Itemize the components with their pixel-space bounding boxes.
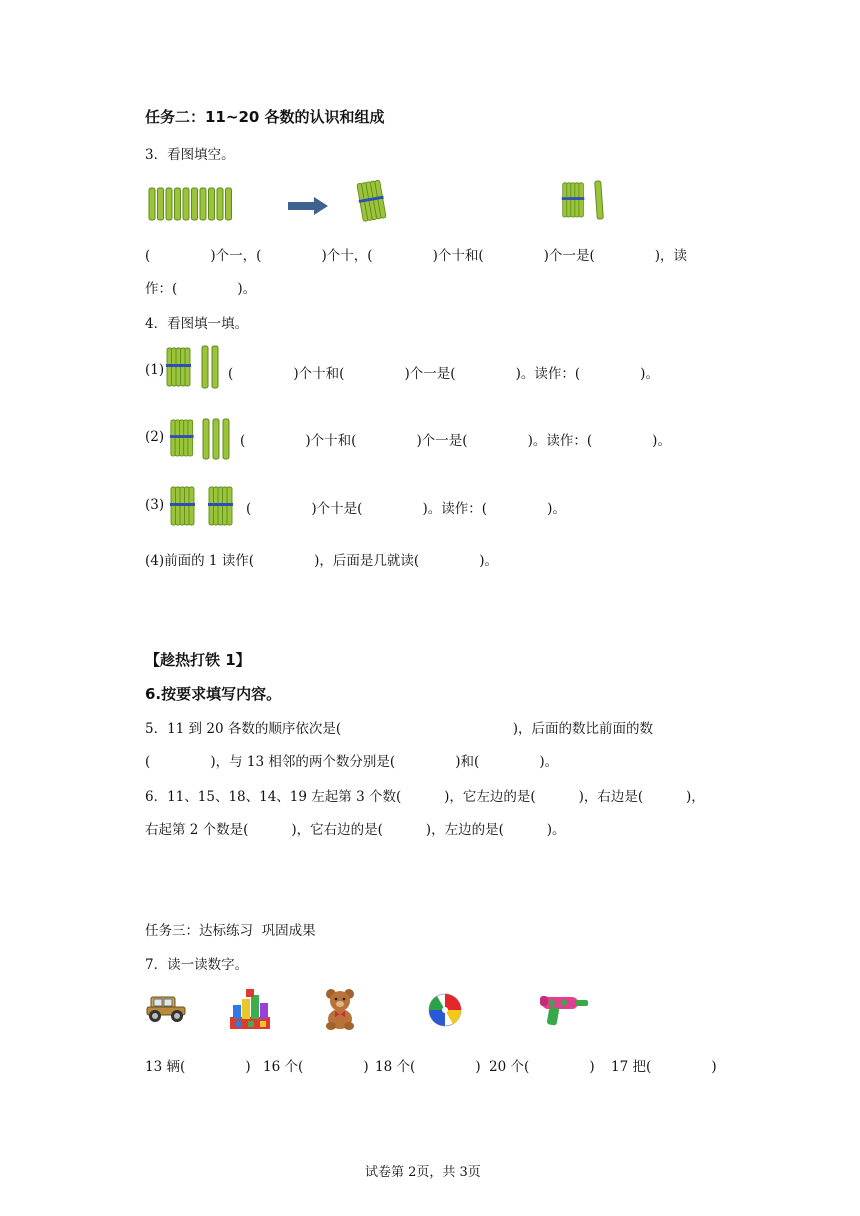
one-bundle-two-sticks-icon — [164, 344, 224, 390]
q7-item-blocks: 16 个( ) — [263, 1059, 369, 1075]
q5-line1: 5．11 到 20 各数的顺序依次是( )，后面的数比前面的数 — [145, 721, 654, 737]
q3-line1: ( )个一，( )个十，( )个十和( )个一是( )，读 — [145, 248, 688, 264]
q6-line2: 右起第 2 个数是( )，它右边的是( )，左边的是( )。 — [145, 822, 566, 838]
q7-item-bear: 18 个( ) — [375, 1059, 481, 1075]
practice-heading: 6.按要求填写内容。 — [145, 685, 282, 703]
right-arrow-icon — [288, 197, 328, 215]
practice-tag: 【趁热打铁 1】 — [145, 651, 251, 669]
q4-item3-number: (3) — [145, 497, 165, 513]
car-icon — [145, 993, 187, 1025]
q4-item2-number: (2) — [145, 429, 165, 445]
q3-prompt: 3．看图填空。 — [145, 147, 235, 163]
q7-item-gun: 17 把( ) — [611, 1059, 717, 1075]
bundle-and-one-stick-icon — [560, 181, 610, 221]
water-gun-icon — [538, 993, 590, 1029]
q4-item4-text: (4)前面的 1 读作( )，后面是几就读( )。 — [145, 553, 499, 569]
q5-line2: ( )，与 13 相邻的两个数分别是( )和( )。 — [145, 754, 559, 770]
q7-item-ball: 20 个( ) — [489, 1059, 595, 1075]
teddy-bear-icon — [322, 988, 358, 1030]
q4-item1-number: (1) — [145, 362, 165, 378]
beach-ball-icon — [427, 992, 463, 1028]
q4-item3-text: ( )个十是( )。读作：( )。 — [246, 501, 566, 517]
q4-item2-text: ( )个十和( )个一是( )。读作：( )。 — [240, 433, 671, 449]
stick-bundle-icon — [357, 180, 383, 222]
q4-prompt: 4．看图填一填。 — [145, 316, 249, 332]
page-footer: 试卷第 2页，共 3页 — [365, 1165, 481, 1180]
one-bundle-three-sticks-icon — [168, 417, 238, 461]
q4-item1-text: ( )个十和( )个一是( )。读作：( )。 — [228, 366, 659, 382]
q6-line1: 6．11、15、18、14、19 左起第 3 个数( )，它左边的是( )，右边是( )， — [145, 789, 705, 805]
task3-title: 任务三：达标练习 巩固成果 — [145, 923, 316, 939]
q7-item-car: 13 辆( ) — [145, 1059, 251, 1075]
q7-prompt: 7．读一读数字。 — [145, 957, 249, 973]
blocks-icon — [228, 989, 272, 1033]
two-bundles-icon — [168, 484, 238, 530]
task2-title: 任务二：11~20 各数的认识和组成 — [145, 108, 385, 126]
q3-line2: 作：( )。 — [145, 281, 257, 297]
ten-loose-sticks-icon — [147, 186, 237, 222]
